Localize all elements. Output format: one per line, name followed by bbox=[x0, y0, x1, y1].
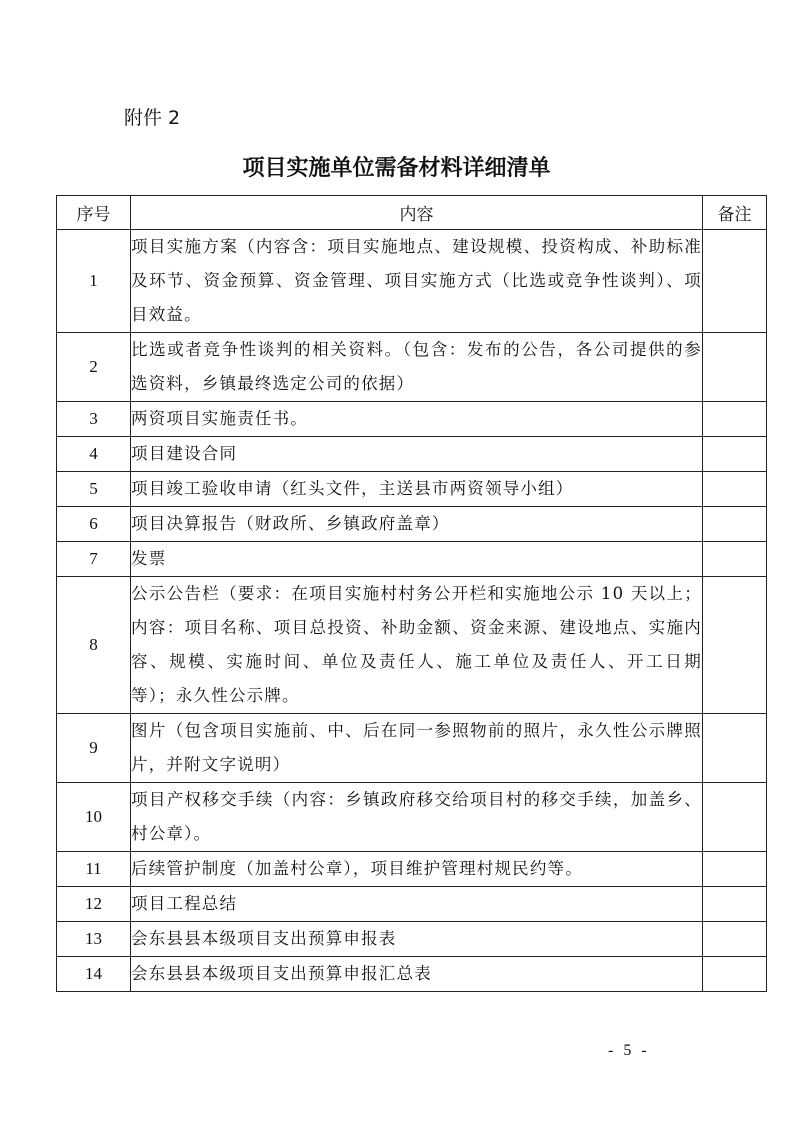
materials-table bbox=[56, 195, 767, 992]
row-remarks bbox=[703, 783, 767, 852]
row-number: 10 bbox=[57, 783, 131, 852]
row-content: 项目产权移交手续（内容：乡镇政府移交给项目村的移交手续，加盖乡、村公章）。 bbox=[131, 783, 703, 852]
row-remarks bbox=[703, 230, 767, 333]
row-remarks bbox=[703, 887, 767, 922]
row-remarks bbox=[703, 472, 767, 507]
table-row bbox=[57, 887, 767, 922]
page-number: - 5 - bbox=[608, 1042, 650, 1059]
row-content: 项目工程总结 bbox=[131, 887, 703, 922]
row-number: 1 bbox=[57, 230, 131, 333]
table-row bbox=[57, 437, 767, 472]
table-row bbox=[57, 507, 767, 542]
row-number: 13 bbox=[57, 922, 131, 957]
row-content: 图片（包含项目实施前、中、后在同一参照物前的照片，永久性公示牌照片，并附文字说明） bbox=[131, 714, 703, 783]
row-remarks bbox=[703, 542, 767, 577]
row-remarks bbox=[703, 333, 767, 402]
row-remarks bbox=[703, 437, 767, 472]
row-content: 公示公告栏（要求：在项目实施村村务公开栏和实施地公示 10 天以上；内容：项目名称、项目总投资、补助金额、资金来源、建设地点、实施内容、规模、实施时间、单位及责任人、施工单位及责任人、开工日期等）；永久性公示牌。 bbox=[131, 577, 703, 714]
row-number: 2 bbox=[57, 333, 131, 402]
row-number: 5 bbox=[57, 472, 131, 507]
row-content: 发票 bbox=[131, 542, 703, 577]
row-number: 4 bbox=[57, 437, 131, 472]
row-number: 14 bbox=[57, 957, 131, 992]
row-number: 12 bbox=[57, 887, 131, 922]
row-number: 3 bbox=[57, 402, 131, 437]
row-content: 项目建设合同 bbox=[131, 437, 703, 472]
document-title: 项目实施单位需备材料详细清单 bbox=[242, 156, 551, 181]
row-remarks bbox=[703, 507, 767, 542]
row-number: 8 bbox=[57, 577, 131, 714]
table-row bbox=[57, 852, 767, 887]
column-header-number: 序号 bbox=[57, 196, 131, 230]
row-remarks bbox=[703, 714, 767, 783]
table-row bbox=[57, 230, 767, 333]
table-row bbox=[57, 957, 767, 992]
row-content: 比选或者竞争性谈判的相关资料。（包含：发布的公告，各公司提供的参选资料，乡镇最终选定公司的依据） bbox=[131, 333, 703, 402]
row-number: 7 bbox=[57, 542, 131, 577]
row-content: 项目实施方案（内容含：项目实施地点、建设规模、投资构成、补助标准及环节、资金预算、资金管理、项目实施方式（比选或竞争性谈判）、项目效益。 bbox=[131, 230, 703, 333]
table-row bbox=[57, 472, 767, 507]
row-content: 项目竣工验收申请（红头文件，主送县市两资领导小组） bbox=[131, 472, 703, 507]
column-header-content: 内容 bbox=[131, 196, 703, 230]
table-row bbox=[57, 542, 767, 577]
row-remarks bbox=[703, 577, 767, 714]
table-row bbox=[57, 714, 767, 783]
row-remarks bbox=[703, 852, 767, 887]
table-row bbox=[57, 577, 767, 714]
table-row bbox=[57, 783, 767, 852]
table-row bbox=[57, 402, 767, 437]
row-number: 6 bbox=[57, 507, 131, 542]
row-content: 会东县县本级项目支出预算申报表 bbox=[131, 922, 703, 957]
row-remarks bbox=[703, 957, 767, 992]
table-row bbox=[57, 333, 767, 402]
row-content: 项目决算报告（财政所、乡镇政府盖章） bbox=[131, 507, 703, 542]
row-remarks bbox=[703, 922, 767, 957]
row-content: 两资项目实施责任书。 bbox=[131, 402, 703, 437]
attachment-label: 附件 2 bbox=[124, 107, 181, 129]
column-header-remarks: 备注 bbox=[703, 196, 767, 230]
row-number: 9 bbox=[57, 714, 131, 783]
row-number: 11 bbox=[57, 852, 131, 887]
row-content: 会东县县本级项目支出预算申报汇总表 bbox=[131, 957, 703, 992]
table-row bbox=[57, 922, 767, 957]
table-header-row bbox=[57, 196, 767, 230]
row-remarks bbox=[703, 402, 767, 437]
row-content: 后续管护制度（加盖村公章），项目维护管理村规民约等。 bbox=[131, 852, 703, 887]
